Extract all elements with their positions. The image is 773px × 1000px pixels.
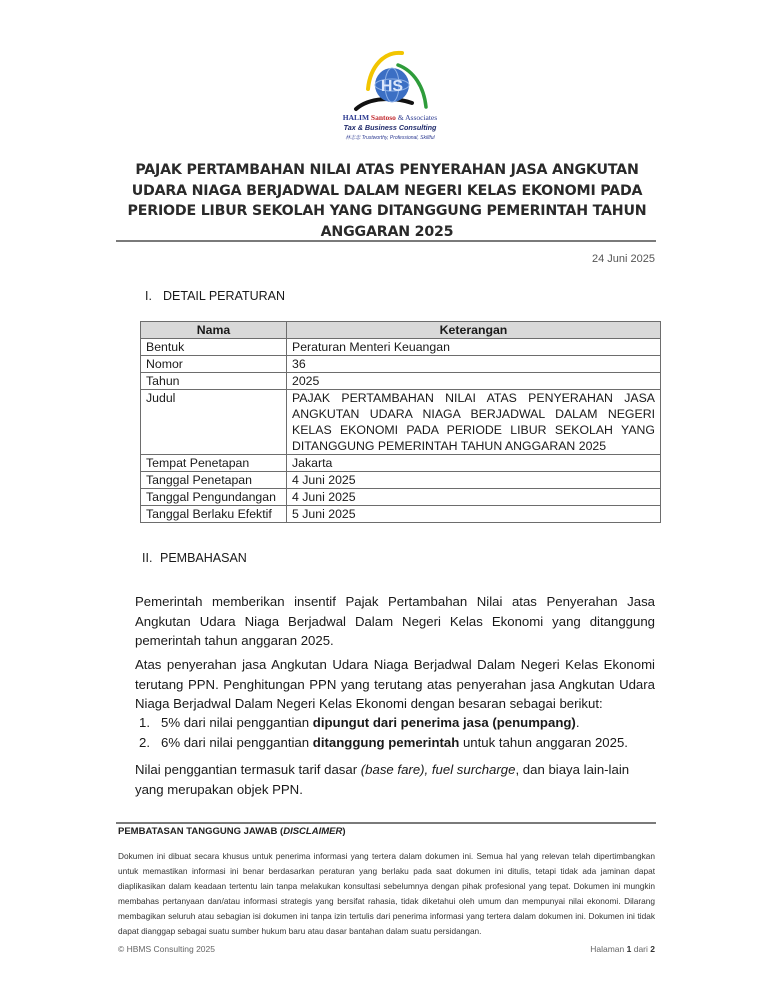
row-key: Tempat Penetapan <box>141 455 287 472</box>
footer-page-number <box>590 944 655 954</box>
title-line: ANGGARAN 2025 <box>320 223 454 240</box>
column-header-nama: Nama <box>141 322 287 339</box>
row-value: 2025 <box>287 373 661 390</box>
row-key: Tanggal Pengundangan <box>141 489 287 506</box>
table-row <box>141 339 661 356</box>
section-title: DETAIL PERATURAN <box>163 289 286 303</box>
paragraph-base-value <box>135 760 655 799</box>
row-value: Peraturan Menteri Keuangan <box>287 339 661 356</box>
page-current: 1 <box>626 944 632 954</box>
table-row <box>141 390 661 455</box>
text: Nilai penggantian termasuk tarif dasar <box>135 762 361 777</box>
paragraph-rates: Atas penyerahan jasa Angkutan Udara Niaga Berjadwal Dalam Negeri Kelas Ekonomi terutang PPN. Penghitungan PPN yang terutang atas penyerahan jasa Angkutan Udara Niaga Berjadwal Dalam Negeri Kelas Ekonomi dengan besaran sebagai berikut: <box>135 657 655 711</box>
disclaimer-divider <box>116 822 656 824</box>
list-text: . <box>575 715 580 730</box>
regulation-detail-table <box>140 321 661 523</box>
paragraph-intro: Pemerintah memberikan insentif Pajak Pertambahan Nilai atas Penyerahan Jasa Angkutan Udara Niaga Berjadwal Dalam Negeri Kelas Ekonomi yang ditanggung pemerintah tahun anggaran 2025. <box>135 594 655 648</box>
svg-text:HS: HS <box>380 78 404 95</box>
row-key: Tanggal Penetapan <box>141 472 287 489</box>
row-value: 5 Juni 2025 <box>287 506 661 523</box>
row-key: Judul <box>141 390 287 455</box>
document-date: 24 Juni 2025 <box>592 253 655 265</box>
section-heading-detail <box>145 289 285 303</box>
title-line: PAJAK PERTAMBAHAN NILAI ATAS PENYERAHAN JASA ANGKUTAN <box>135 162 639 178</box>
firm-name-halim: HALIM <box>342 113 371 122</box>
text-italic: DISCLAIMER <box>283 826 343 837</box>
list-number: 2. <box>139 735 150 750</box>
title-line: UDARA NIAGA BERJADWAL DALAM NEGERI KELAS EKONOMI PADA <box>131 182 643 199</box>
text: ) <box>342 826 346 837</box>
list-text-bold: ditanggung pemerintah <box>312 735 460 750</box>
rate-list <box>135 713 655 753</box>
firm-name <box>335 113 445 122</box>
title-divider <box>116 240 656 242</box>
row-key: Nomor <box>141 356 287 373</box>
row-value: 4 Juni 2025 <box>287 472 661 489</box>
page-total: 2 <box>650 944 655 954</box>
disclaimer-body: Dokumen ini dibuat secara khusus untuk penerima informasi yang tertera dalam dokumen ini. Semua hal yang relevan telah dipertimbangkan untuk memastikan informasi ini benar berdasarkan peraturan yang berlaku pada saat dokumen ini ditulis, tetapi tidak ada jaminan dapat diaplikasikan dalam keadaan tertentu lain tanpa melakukan konsultasi sebelumnya dengan pihak profesional yang tepat. Dokumen ini mungkin membahas pertanyaan dan/atau informasi strategis yang bersifat rahasia, tidak diketahui oleh umum dan mempunyai nilai ekonomi. Dilarang membagikan seluruh atau sebagian isi dokumen ini tanpa izin tertulis dari penerima informasi yang tertera dalam dokumen ini. Dokumen ini tidak dapat dianggap sebagai suatu sumber hukum baru atau dasar bantahan dalam suatu persidangan. <box>118 851 655 936</box>
column-header-keterangan: Keterangan <box>287 322 661 339</box>
footer-copyright: © HBMS Consulting 2025 <box>118 944 215 954</box>
section-heading-pembahasan <box>142 551 247 565</box>
list-item <box>135 713 655 733</box>
list-number: 1. <box>139 715 150 730</box>
text: dari <box>631 944 651 954</box>
firm-tagline: 林志忠 Trustworthy, Professional, Skillful <box>345 135 435 141</box>
row-key: Bentuk <box>141 339 287 356</box>
row-value: Jakarta <box>287 455 661 472</box>
firm-subtitle: Tax & Business Consulting <box>343 123 437 132</box>
title-line: PERIODE LIBUR SEKOLAH YANG DITANGGUNG PEMERINTAH TAHUN <box>127 203 647 219</box>
row-key: Tanggal Berlaku Efektif <box>141 506 287 523</box>
text: Halaman <box>590 944 627 954</box>
table-header-row <box>141 322 661 339</box>
document-title <box>118 160 656 242</box>
firm-name-associates: & Associates <box>395 113 438 122</box>
table-row <box>141 489 661 506</box>
table-row <box>141 472 661 489</box>
row-value: 4 Juni 2025 <box>287 489 661 506</box>
section-title: PEMBAHASAN <box>160 551 247 565</box>
list-text-bold: dipungut dari penerima jasa (penumpang) <box>312 715 576 730</box>
text: , dan biaya lain-lain yang merupakan objek PPN. <box>135 762 630 797</box>
firm-name-santoso: Santoso <box>370 113 396 122</box>
company-logo <box>335 45 445 150</box>
list-text: 6% dari nilai penggantian <box>161 735 313 750</box>
table-row <box>141 373 661 390</box>
globe-logo-icon <box>350 45 430 115</box>
list-text: 5% dari nilai penggantian <box>161 715 313 730</box>
text-italic: (base fare), fuel surcharge <box>360 762 516 777</box>
list-item <box>135 733 655 753</box>
list-text: untuk tahun anggaran 2025. <box>459 735 628 750</box>
section-number: I. <box>145 289 152 303</box>
disclaimer-heading <box>118 826 346 837</box>
table-row <box>141 455 661 472</box>
row-value: PAJAK PERTAMBAHAN NILAI ATAS PENYERAHAN JASA ANGKUTAN UDARA NIAGA BERJADWAL DALAM NEGERI KELAS EKONOMI PADA PERIODE LIBUR SEKOLAH YANG DITANGGUNG PEMERINTAH TAHUN ANGGARAN 2025 <box>287 390 661 455</box>
text: PEMBATASAN TANGGUNG JAWAB ( <box>118 826 284 837</box>
section-number: II. <box>142 551 153 565</box>
table-row <box>141 356 661 373</box>
row-key: Tahun <box>141 373 287 390</box>
table-row <box>141 506 661 523</box>
row-value: 36 <box>287 356 661 373</box>
